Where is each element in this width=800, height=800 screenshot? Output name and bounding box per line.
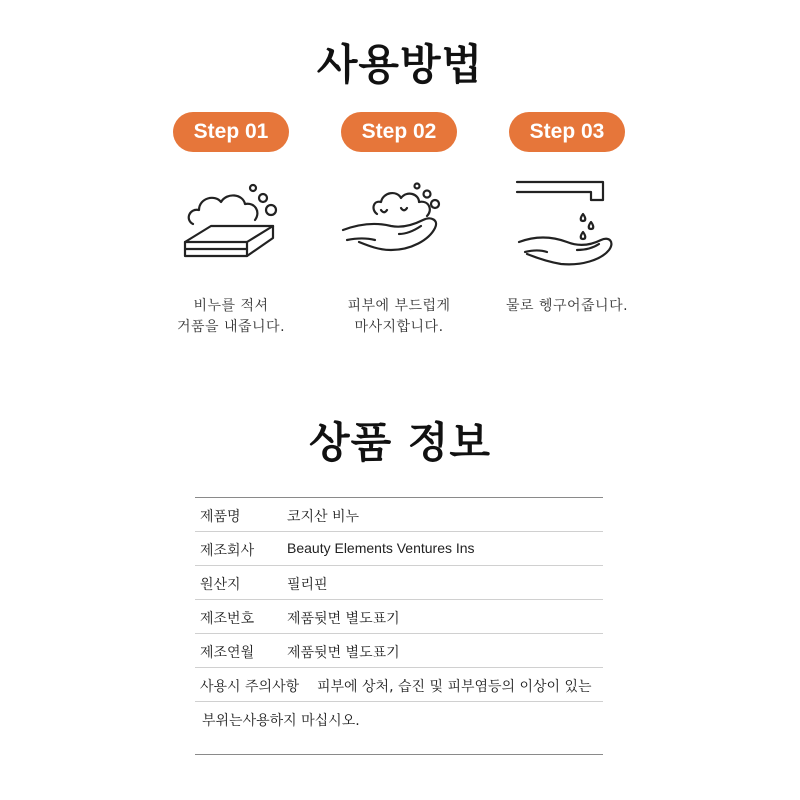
step-1-badge: Step 01 xyxy=(173,112,289,152)
table-row-product-name xyxy=(195,498,603,532)
row-value: 피부에 상처, 습진 및 피부염등의 이상이 있는 xyxy=(317,679,592,695)
row-label: 사용시 주의사항 xyxy=(200,679,300,695)
row-value: 코지산 비누 xyxy=(287,509,360,525)
step-3-badge: Step 03 xyxy=(509,112,625,152)
row-label: 원산지 xyxy=(200,577,241,593)
table-row-caution xyxy=(195,668,603,702)
row-value: 제품뒷면 별도표기 xyxy=(287,645,400,661)
step-1-description: 비누를 적셔 거품을 내줍니다. xyxy=(176,298,286,335)
row-value: 필리핀 xyxy=(287,577,328,593)
step-3-description: 물로 헹구어줍니다. xyxy=(505,298,629,314)
row-label: 제조번호 xyxy=(200,611,255,627)
table-bottom-rule xyxy=(195,754,603,755)
step-2-badge: Step 02 xyxy=(341,112,457,152)
row-label: 제품명 xyxy=(200,509,241,525)
soap-bar-icon xyxy=(171,180,291,280)
faucet-rinse-icon xyxy=(507,180,627,280)
step-2-description: 피부에 부드럽게 마사지합니다. xyxy=(347,298,451,335)
usage-title: 사용방법 xyxy=(316,40,484,89)
table-row-origin xyxy=(195,566,603,600)
table-row-manufacturer xyxy=(195,532,603,566)
table-row-manufacture-date xyxy=(195,634,603,668)
table-row-lot-number xyxy=(195,600,603,634)
row-label: 제조연월 xyxy=(200,645,255,661)
product-info-table xyxy=(195,497,603,755)
table-row-caution-continued xyxy=(195,702,603,754)
row-label: 제조회사 xyxy=(200,543,255,559)
row-value: 부위는사용하지 마십시오. xyxy=(202,713,360,729)
step-3 xyxy=(467,112,667,317)
product-info-title: 상품 정보 xyxy=(309,418,491,467)
row-value: 제품뒷면 별도표기 xyxy=(287,611,400,627)
row-value: Beauty Elements Ventures Ins xyxy=(287,540,475,556)
hand-lather-icon xyxy=(339,180,459,280)
